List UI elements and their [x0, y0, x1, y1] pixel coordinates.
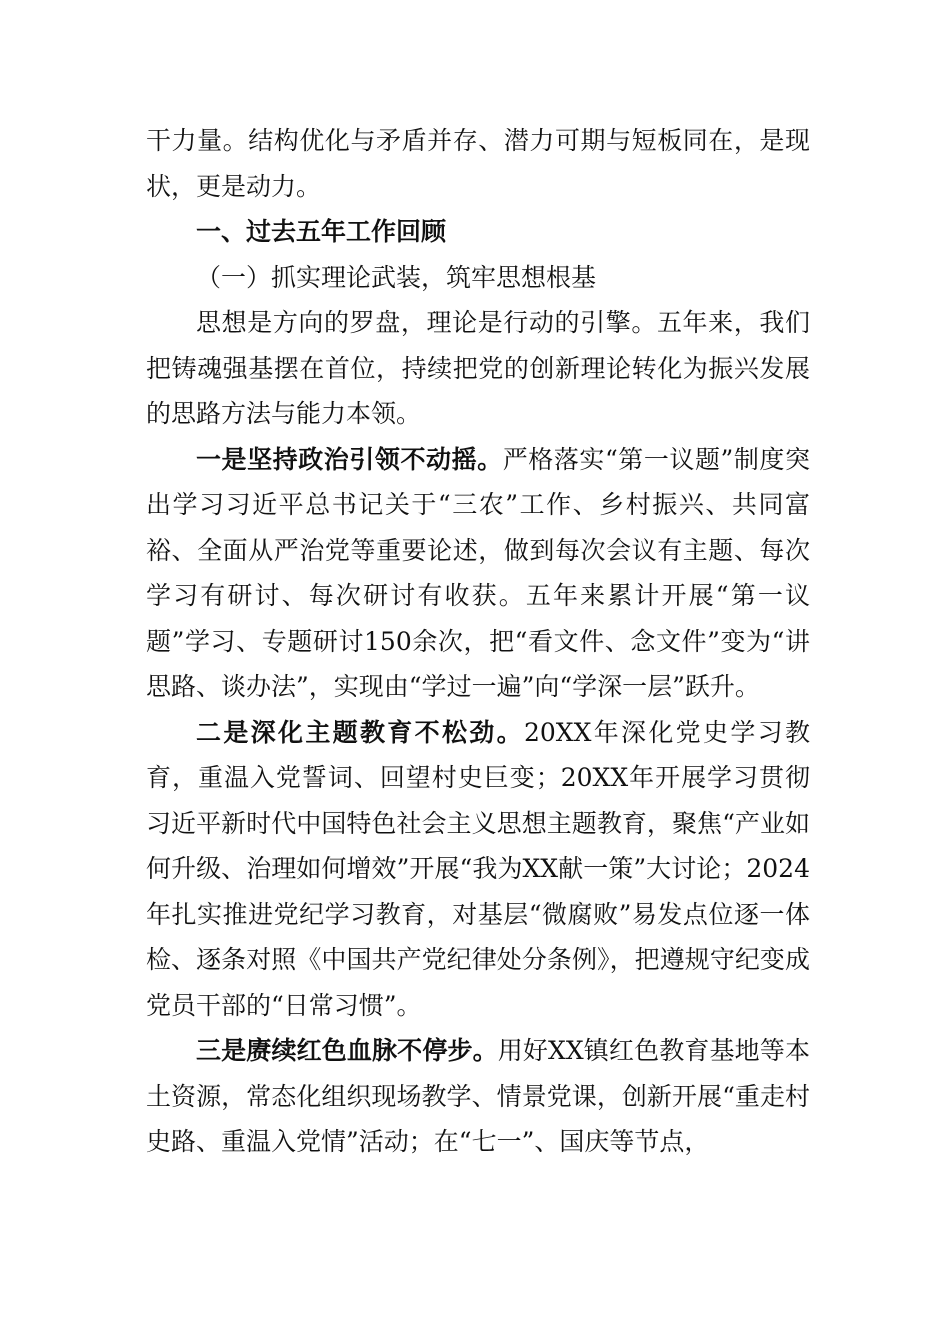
section-heading: 一、过去五年工作回顾	[196, 217, 447, 246]
paragraph-intro: 思想是方向的罗盘，理论是行动的引擎。五年来，我们把铸魂强基摆在首位，持续把党的创新理论转化为振兴发展的思路方法与能力本领。	[146, 308, 810, 428]
point-two-body: 20XX年深化党史学习教育，重温入党誓词、回望村史巨变；20XX年开展学习贯彻习近平新时代中国特色社会主义思想主题教育，聚焦“产业如何升级、治理如何增效”开展“我为XX献一策”大讨论；2024年扎实推进党纪学习教育，对基层“微腐败”易发点位逐一体检、逐条对照《中国共产党纪律处分条例》，把遵规守纪变成党员干部的“日常习惯”。	[146, 717, 810, 1020]
subsection-heading: （一）抓实理论武装，筑牢思想根基	[196, 262, 597, 292]
paragraph-point-three	[146, 1028, 810, 1165]
paragraph-continuation: 干力量。结构优化与矛盾并存、潜力可期与短板同在，是现状，更是动力。	[146, 126, 810, 201]
document-body	[146, 118, 810, 1165]
point-three-body: 用好XX镇红色教育基地等本土资源，常态化组织现场教学、情景党课，创新开展“重走村史路、重温入党情”活动；在“七一”、国庆等节点，	[146, 1036, 810, 1156]
point-one-body: 严格落实“第一议题”制度突出学习习近平总书记关于“三农”工作、乡村振兴、共同富裕、全面从严治党等重要论述，做到每次会议有主题、每次学习有研讨、每次研讨有收获。五年来累计开展“第一议题”学习、专题研讨150余次，把“看文件、念文件”变为“讲思路、谈办法”，实现由“学过一遍”向“学深一层”跃升。	[146, 444, 810, 701]
point-one-lead: 一是坚持政治引领不动摇。	[196, 444, 503, 474]
paragraph-point-one	[146, 437, 810, 710]
point-three-lead: 三是赓续红色血脉不停步。	[196, 1036, 498, 1065]
point-two-lead: 二是深化主题教育不松劲。	[196, 717, 524, 747]
paragraph-point-two	[146, 710, 810, 1029]
